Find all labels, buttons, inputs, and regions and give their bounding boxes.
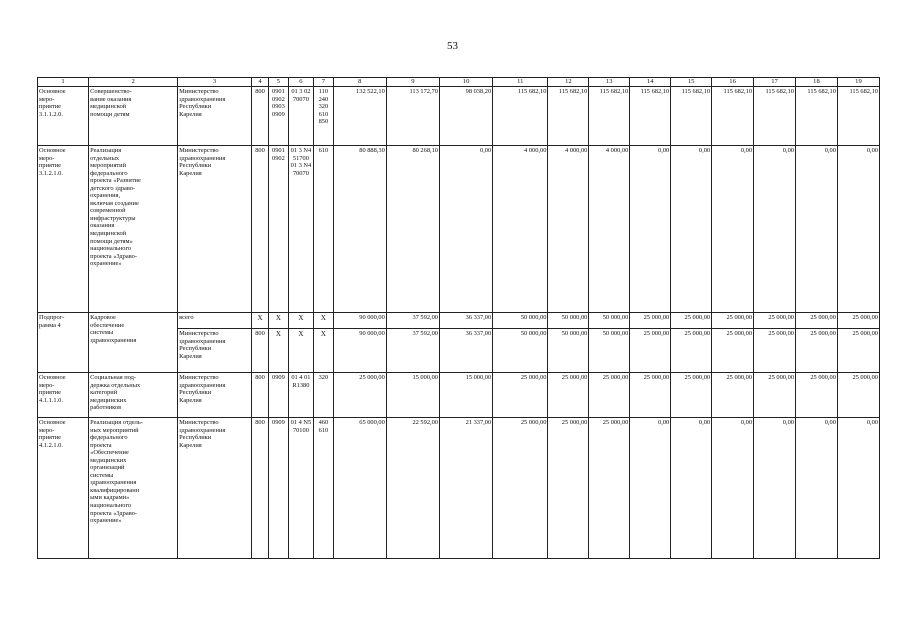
rzpr-cell: 0901 0902 (269, 146, 288, 313)
value-cell: 80 268,10 (386, 146, 439, 313)
value-cell: 0,00 (795, 418, 837, 559)
value-cell: 25 000,00 (548, 418, 589, 559)
value-cell: 90 000,00 (333, 329, 386, 373)
value-cell: 132 522,10 (333, 87, 386, 146)
value-cell: 0,00 (837, 146, 879, 313)
vr-cell: X (314, 329, 333, 373)
value-cell: 25 000,00 (630, 313, 671, 329)
activity-code-cell: Подпрог- рамма 4 (38, 313, 89, 373)
col-header: 10 (440, 78, 493, 87)
value-cell: 25 000,00 (671, 313, 712, 329)
page-number: 53 (447, 40, 458, 52)
executor-cell: всего (178, 313, 252, 329)
value-cell: 50 000,00 (589, 313, 630, 329)
value-cell: 0,00 (754, 146, 796, 313)
value-cell: 25 000,00 (837, 313, 879, 329)
csr-cell: 01 3 02 70070 (288, 87, 314, 146)
value-cell: 25 000,00 (795, 329, 837, 373)
col-header: 7 (314, 78, 333, 87)
value-cell: 25 000,00 (754, 329, 796, 373)
col-header: 15 (671, 78, 712, 87)
value-cell: 115 682,10 (589, 87, 630, 146)
value-cell: 65 000,00 (333, 418, 386, 559)
executor-cell: Министерство здравоохранения Республики Карелия (178, 329, 252, 373)
rzpr-cell: 0909 (269, 418, 288, 559)
grbs-cell: X (251, 313, 268, 329)
value-cell: 115 682,10 (548, 87, 589, 146)
value-cell: 0,00 (795, 146, 837, 313)
value-cell: 0,00 (630, 146, 671, 313)
rzpr-cell: X (269, 313, 288, 329)
executor-cell: Министерство здравоохранения Республики Карелия (178, 418, 252, 559)
value-cell: 4 000,00 (589, 146, 630, 313)
value-cell: 25 000,00 (837, 329, 879, 373)
grbs-cell: 800 (251, 418, 268, 559)
value-cell: 25 000,00 (671, 329, 712, 373)
value-cell: 36 337,00 (440, 329, 493, 373)
activity-name-cell: Совершенство- вание оказания медицинской помощи детям (89, 87, 178, 146)
value-cell: 0,00 (712, 146, 754, 313)
executor-cell: Министерство здравоохранения Республики Карелия (178, 373, 252, 418)
table-row (38, 313, 880, 329)
col-header: 18 (795, 78, 837, 87)
value-cell: 4 000,00 (493, 146, 548, 313)
col-header: 8 (333, 78, 386, 87)
value-cell: 115 682,10 (754, 87, 796, 146)
value-cell: 115 682,10 (671, 87, 712, 146)
value-cell: 25 000,00 (493, 373, 548, 418)
value-cell: 80 888,30 (333, 146, 386, 313)
col-header: 5 (269, 78, 288, 87)
value-cell: 115 682,10 (712, 87, 754, 146)
value-cell: 25 000,00 (333, 373, 386, 418)
value-cell: 50 000,00 (493, 313, 548, 329)
vr-cell: 460 610 (314, 418, 333, 559)
value-cell: 25 000,00 (589, 418, 630, 559)
value-cell: 0,00 (671, 418, 712, 559)
value-cell: 0,00 (837, 418, 879, 559)
value-cell: 37 592,00 (386, 329, 439, 373)
table-row (38, 418, 880, 559)
value-cell: 22 592,00 (386, 418, 439, 559)
col-header: 13 (589, 78, 630, 87)
value-cell: 25 000,00 (548, 373, 589, 418)
value-cell: 115 682,10 (630, 87, 671, 146)
value-cell: 25 000,00 (712, 373, 754, 418)
vr-cell: 110 240 320 610 850 (314, 87, 333, 146)
value-cell: 15 000,00 (440, 373, 493, 418)
value-cell: 4 000,00 (548, 146, 589, 313)
table-row (38, 146, 880, 313)
value-cell: 36 337,00 (440, 313, 493, 329)
activity-name-cell: Реализация отдель- ных мероприятий федерального проекта «Обеспечение медицинских организаций системы здравоохранения квалифицированн ыми кадрами» национального проекта «Здраво- охранение» (89, 418, 178, 559)
col-header: 1 (38, 78, 89, 87)
col-header: 6 (288, 78, 314, 87)
activity-name-cell: Кадровое обеспечение системы здравоохранения (89, 313, 178, 373)
col-header: 12 (548, 78, 589, 87)
grbs-cell: 800 (251, 146, 268, 313)
value-cell: 50 000,00 (548, 313, 589, 329)
value-cell: 0,00 (671, 146, 712, 313)
value-cell: 25 000,00 (630, 373, 671, 418)
value-cell: 25 000,00 (589, 373, 630, 418)
value-cell: 25 000,00 (712, 313, 754, 329)
value-cell: 25 000,00 (630, 329, 671, 373)
csr-cell: X (288, 329, 314, 373)
vr-cell: 320 (314, 373, 333, 418)
col-header: 9 (386, 78, 439, 87)
value-cell: 50 000,00 (589, 329, 630, 373)
value-cell: 113 172,70 (386, 87, 439, 146)
grbs-cell: 800 (251, 87, 268, 146)
grbs-cell: 800 (251, 373, 268, 418)
col-header: 11 (493, 78, 548, 87)
executor-cell: Министерство здравоохранения Республики Карелия (178, 146, 252, 313)
col-header: 14 (630, 78, 671, 87)
vr-cell: 610 (314, 146, 333, 313)
value-cell: 37 592,00 (386, 313, 439, 329)
value-cell: 115 682,10 (493, 87, 548, 146)
activity-code-cell: Основное меро- приятие 4.1.2.1.0. (38, 418, 89, 559)
value-cell: 50 000,00 (548, 329, 589, 373)
rzpr-cell: 0909 (269, 373, 288, 418)
value-cell: 25 000,00 (754, 373, 796, 418)
csr-cell: X (288, 313, 314, 329)
value-cell: 25 000,00 (837, 373, 879, 418)
value-cell: 15 000,00 (386, 373, 439, 418)
value-cell: 25 000,00 (671, 373, 712, 418)
grbs-cell: 800 (251, 329, 268, 373)
table-row (38, 87, 880, 146)
rzpr-cell: 0901 0902 0903 0909 (269, 87, 288, 146)
value-cell: 25 000,00 (712, 329, 754, 373)
csr-cell: 01 4 01 R1380 (288, 373, 314, 418)
value-cell: 0,00 (440, 146, 493, 313)
value-cell: 25 000,00 (795, 313, 837, 329)
budget-table (37, 77, 880, 559)
vr-cell: X (314, 313, 333, 329)
activity-code-cell: Основное меро- приятие 3.1.2.1.0. (38, 146, 89, 313)
value-cell: 90 000,00 (333, 313, 386, 329)
col-header: 3 (178, 78, 252, 87)
csr-cell: 01 3 N4 51700 01 3 N4 70070 (288, 146, 314, 313)
activity-code-cell: Основное меро- приятие 3.1.1.2.0. (38, 87, 89, 146)
activity-name-cell: Реализация отдельных мероприятий федерального проекта «Развитие детского здраво- охранения, включая создание современной инфраструктуры оказания медицинской помощи детям» национального проекта «Здраво- охранение» (89, 146, 178, 313)
csr-cell: 01 4 N5 70100 (288, 418, 314, 559)
value-cell: 0,00 (754, 418, 796, 559)
value-cell: 115 682,10 (795, 87, 837, 146)
table-header-row (38, 78, 880, 87)
value-cell: 21 337,00 (440, 418, 493, 559)
value-cell: 25 000,00 (754, 313, 796, 329)
rzpr-cell: X (269, 329, 288, 373)
table-row (38, 373, 880, 418)
activity-name-cell: Социальная под- держка отдельных категорий медицинских работников (89, 373, 178, 418)
activity-code-cell: Основное меро- приятие 4.1.1.1.0. (38, 373, 89, 418)
value-cell: 25 000,00 (795, 373, 837, 418)
executor-cell: Министерство здравоохранения Республики Карелия (178, 87, 252, 146)
col-header: 19 (837, 78, 879, 87)
value-cell: 0,00 (630, 418, 671, 559)
col-header: 17 (754, 78, 796, 87)
value-cell: 0,00 (712, 418, 754, 559)
value-cell: 115 682,10 (837, 87, 879, 146)
value-cell: 25 000,00 (493, 418, 548, 559)
col-header: 16 (712, 78, 754, 87)
col-header: 2 (89, 78, 178, 87)
value-cell: 98 038,20 (440, 87, 493, 146)
value-cell: 50 000,00 (493, 329, 548, 373)
col-header: 4 (251, 78, 268, 87)
